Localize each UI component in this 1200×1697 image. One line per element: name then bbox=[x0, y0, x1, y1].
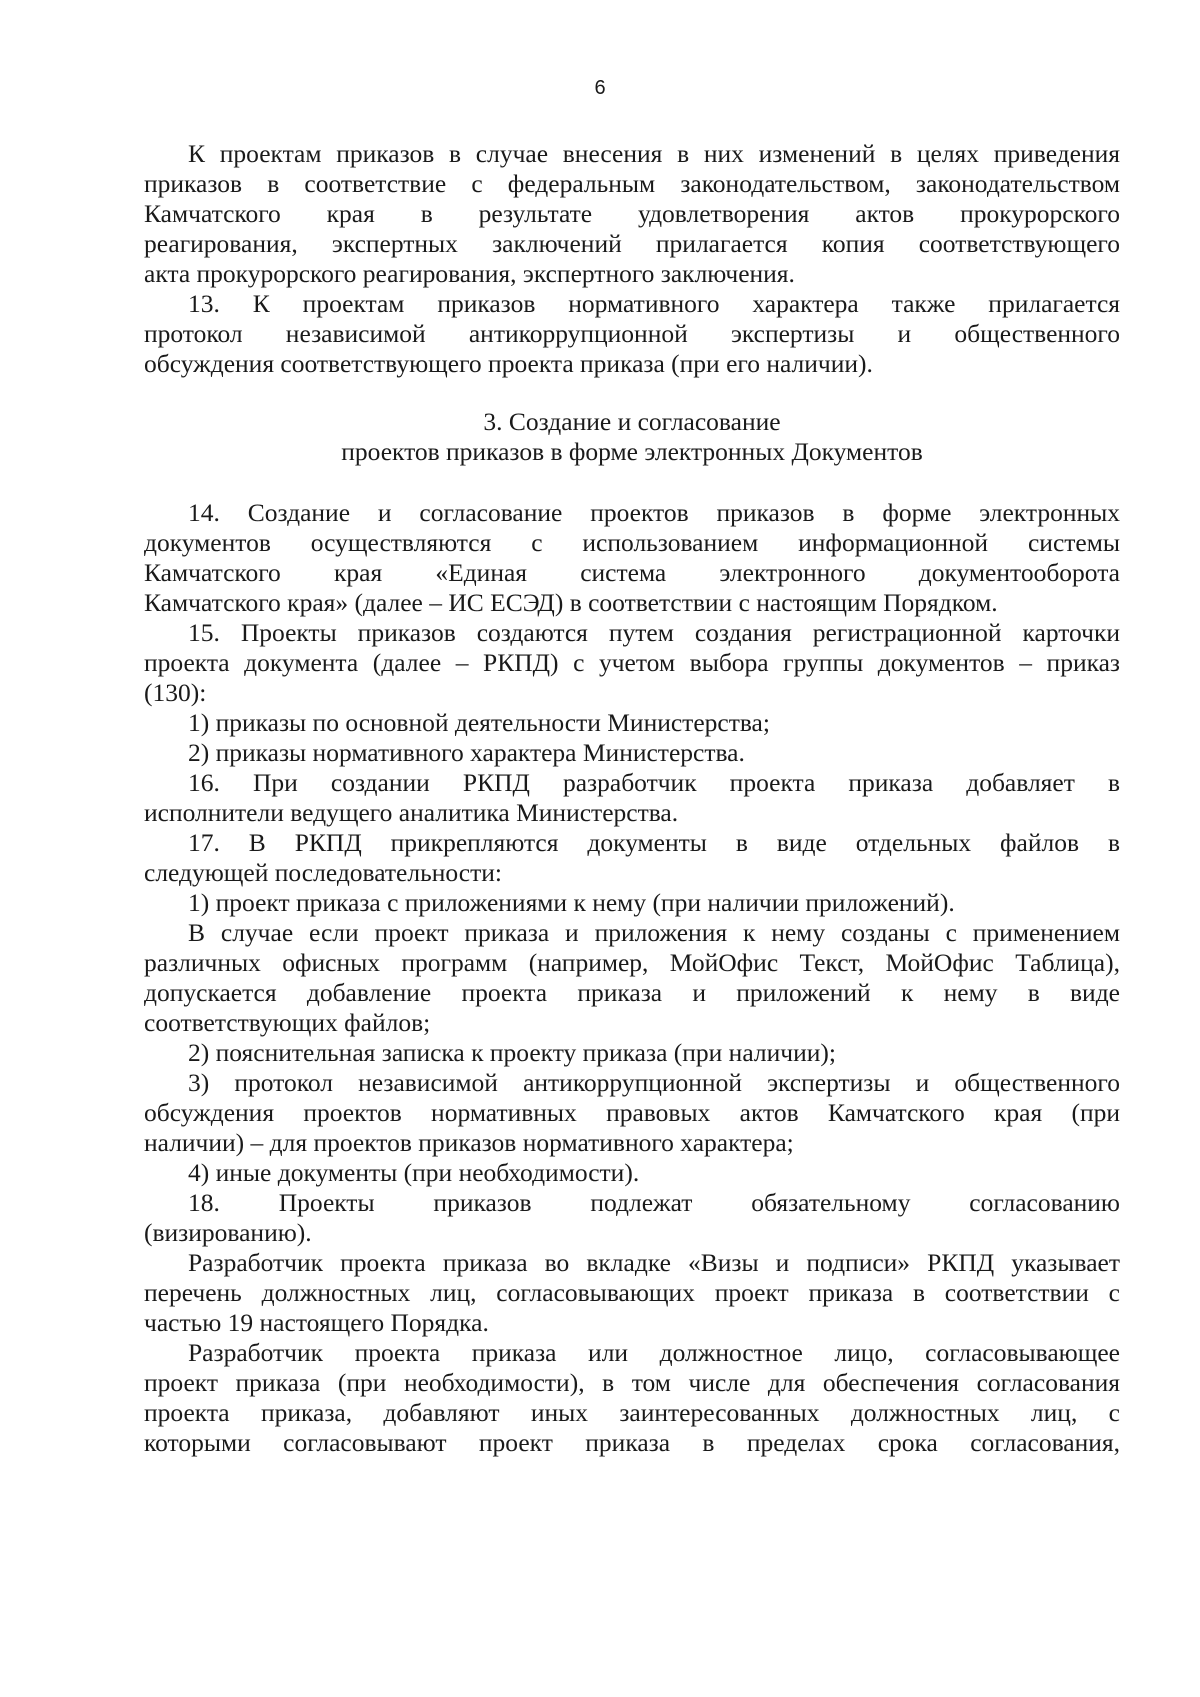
paragraph-line: Камчатского края «Единая система электронного документооборота bbox=[144, 558, 1120, 587]
paragraph-line: Камчатского края в результате удовлетворения актов прокурорского bbox=[144, 199, 1120, 228]
paragraph-line: приказов в соответствие с федеральным законодательством, законодательством bbox=[144, 169, 1120, 198]
list-item: 1) приказы по основной деятельности Министерства; bbox=[188, 708, 770, 737]
list-item: 1) проект приказа с приложениями к нему (при наличии приложений). bbox=[188, 888, 955, 917]
paragraph-line: 13. К проектам приказов нормативного характера также прилагается bbox=[188, 289, 1120, 318]
paragraph-line: акта прокурорского реагирования, экспертного заключения. bbox=[144, 259, 795, 288]
paragraph-line: которыми согласовывают проект приказа в пределах срока согласования, bbox=[144, 1428, 1120, 1457]
section-heading: проектов приказов в форме электронных Документов bbox=[341, 437, 923, 466]
paragraph-line: Камчатского края» (далее – ИС ЕСЭД) в соответствии с настоящим Порядком. bbox=[144, 588, 998, 617]
paragraph-line: допускается добавление проекта приказа и приложений к нему в виде bbox=[144, 978, 1120, 1007]
paragraph-line: обсуждения соответствующего проекта приказа (при его наличии). bbox=[144, 349, 873, 378]
paragraph-line: Разработчик проекта приказа или должностное лицо, согласовывающее bbox=[188, 1338, 1120, 1367]
paragraph-line: 16. При создании РКПД разработчик проекта приказа добавляет в bbox=[188, 768, 1120, 797]
paragraph-line: реагирования, экспертных заключений прилагается копия соответствующего bbox=[144, 229, 1120, 258]
paragraph-line: Разработчик проекта приказа во вкладке «Визы и подписи» РКПД указывает bbox=[188, 1248, 1120, 1277]
paragraph-line: проекта документа (далее – РКПД) с учетом выбора группы документов – приказ bbox=[144, 648, 1120, 677]
paragraph-line: К проектам приказов в случае внесения в них изменений в целях приведения bbox=[188, 139, 1120, 168]
paragraph-line: 14. Создание и согласование проектов приказов в форме электронных bbox=[188, 498, 1120, 527]
paragraph-line: 15. Проекты приказов создаются путем создания регистрационной карточки bbox=[188, 618, 1120, 647]
paragraph-line: (130): bbox=[144, 678, 207, 707]
paragraph-line: различных офисных программ (например, МойОфис Текст, МойОфис Таблица), bbox=[144, 948, 1120, 977]
paragraph-line: 18. Проекты приказов подлежат обязательному согласованию bbox=[188, 1188, 1120, 1217]
paragraph-line: документов осуществляются с использованием информационной системы bbox=[144, 528, 1120, 557]
paragraph-line: исполнители ведущего аналитика Министерства. bbox=[144, 798, 679, 827]
paragraph-line: частью 19 настоящего Порядка. bbox=[144, 1308, 489, 1337]
list-item: 3) протокол независимой антикоррупционной экспертизы и общественного bbox=[188, 1068, 1120, 1097]
paragraph-line: проект приказа (при необходимости), в том числе для обеспечения согласования bbox=[144, 1368, 1120, 1397]
paragraph-line: (визированию). bbox=[144, 1218, 312, 1247]
paragraph-line: следующей последовательности: bbox=[144, 858, 502, 887]
paragraph-line: обсуждения проектов нормативных правовых актов Камчатского края (при bbox=[144, 1098, 1120, 1127]
paragraph-line: перечень должностных лиц, согласовывающих проект приказа в соответствии с bbox=[144, 1278, 1120, 1307]
section-heading: 3. Создание и согласование bbox=[483, 407, 781, 436]
paragraph-line: соответствующих файлов; bbox=[144, 1008, 431, 1037]
list-item: 4) иные документы (при необходимости). bbox=[188, 1158, 640, 1187]
paragraph-line: 17. В РКПД прикрепляются документы в виде отдельных файлов в bbox=[188, 828, 1120, 857]
list-item: 2) пояснительная записка к проекту приказа (при наличии); bbox=[188, 1038, 836, 1067]
paragraph-line: протокол независимой антикоррупционной экспертизы и общественного bbox=[144, 319, 1120, 348]
list-item: 2) приказы нормативного характера Министерства. bbox=[188, 738, 745, 767]
paragraph-line: В случае если проект приказа и приложения к нему созданы с применением bbox=[188, 918, 1120, 947]
paragraph-line: наличии) – для проектов приказов нормативного характера; bbox=[144, 1128, 794, 1157]
page-number: 6 bbox=[594, 77, 606, 99]
paragraph-line: проекта приказа, добавляют иных заинтересованных должностных лиц, с bbox=[144, 1398, 1120, 1427]
